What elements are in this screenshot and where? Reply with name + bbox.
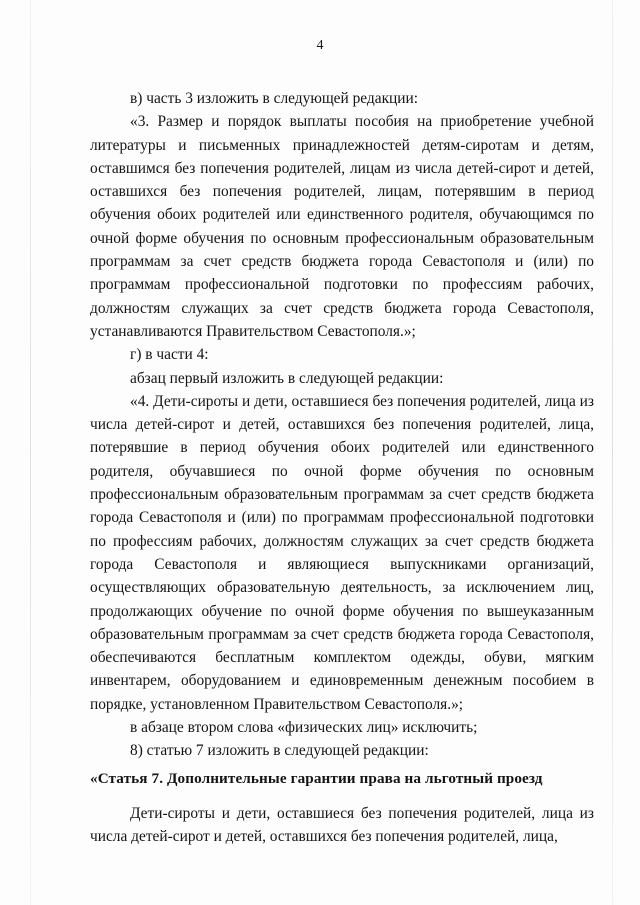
paragraph-first-abzac: абзац первый изложить в следующей редакции: bbox=[130, 369, 444, 387]
scan-edge-left bbox=[30, 0, 31, 905]
scan-edge-right bbox=[612, 0, 613, 905]
article-7-heading: «Статья 7. Дополнительные гарантии права на льготный проезд bbox=[90, 769, 543, 787]
paragraph-part-4-text: «4. Дети-сироты и дети, оставшиеся без попечения родителей, лица из числа детей-сирот и детей, оставшихся без попечения родителей, лица, потерявшие в период обучения обоих родителей или единственного родителя, обучавшиеся по очной форме обучения по основным профессиональным образовательным программам за счет средств бюджета города Севастополя и (или) по программам профессиональной подготовки по профессиям рабочих, должностям служащих за счет средств бюджета города Севастополя и являющиеся выпускниками организаций, осуществляющих образовательную деятельность, за исключением лиц, продолжающих обучение по очной форме обучения по вышеуказанным образовательным программам за счет средств бюджета города Севастополя, обеспечиваются бесплатным комплектом одежды, обуви, мягким инвентарем, оборудованием и единовременным денежным пособием в порядке, установленном Правительством Севастополя.»; bbox=[90, 392, 594, 713]
paragraph-item-v: в) часть 3 изложить в следующей редакции: bbox=[130, 90, 419, 107]
paragraph-part-3-text: «3. Размер и порядок выплаты пособия на приобретение учебной литературы и письменных принадлежностей детям-сиротам и детям, оставшимся без попечения родителей, лицам из числа детей-сирот и детей, оставшихся без попечения родителей, лицам, потерявшим в период обучения обоих родителей или единственного родителя, обучающимся по очной форме обучения по основным профессиональным образовательным программам за счет средств бюджета города Севастополя и (или) по программам профессиональной подготовки по профессиям рабочих, должностям служащих за счет средств бюджета города Севастополя, устанавливаются Правительством Севастополя.»; bbox=[90, 113, 594, 340]
page-number: 4 bbox=[316, 38, 324, 53]
paragraph-item-8: 8) статью 7 изложить в следующей редакции: bbox=[130, 742, 429, 760]
paragraph-article-7-text: Дети-сироты и дети, оставшиеся без попечения родителей, лица из числа детей-сирот и детей, оставшихся без попечения родителей, лица, bbox=[90, 804, 594, 846]
paragraph-item-g: г) в части 4: bbox=[130, 346, 209, 364]
paragraph-second-abzac: в абзаце втором слова «физических лиц» исключить; bbox=[130, 719, 478, 737]
document-body bbox=[90, 87, 594, 849]
